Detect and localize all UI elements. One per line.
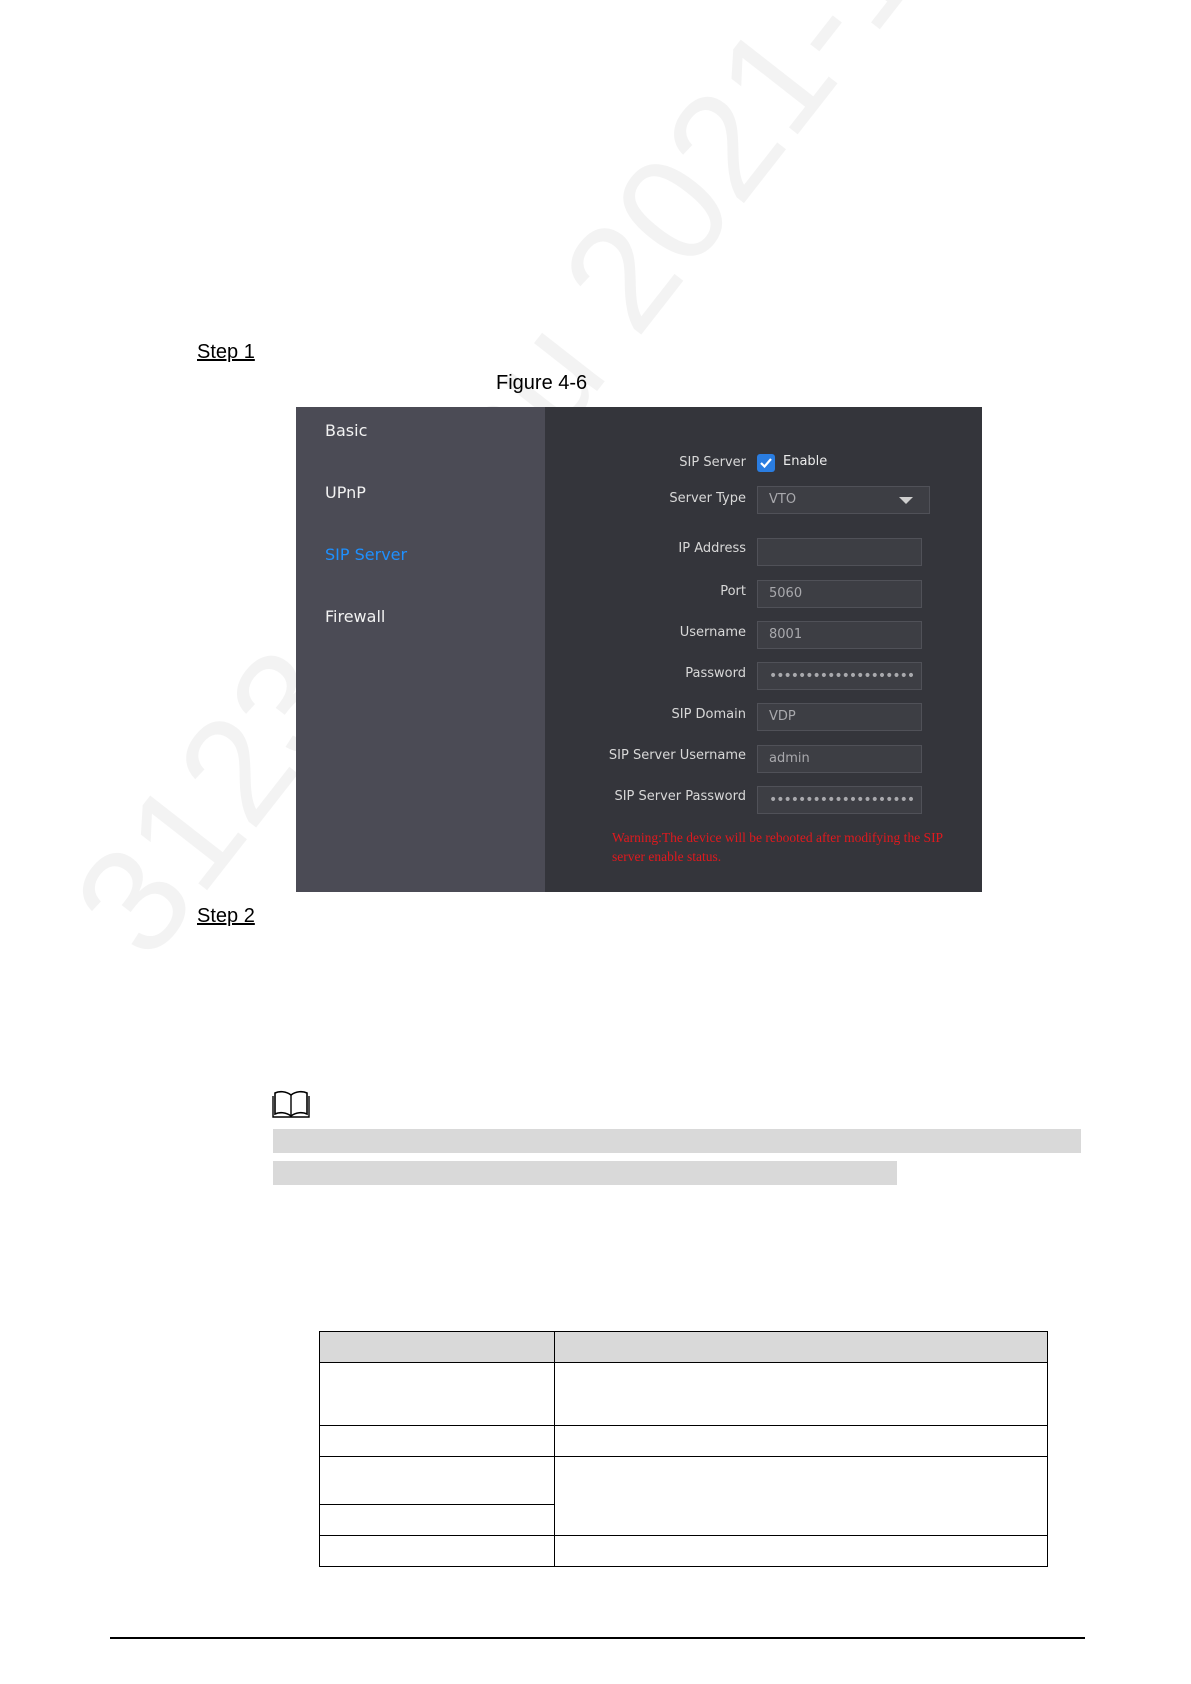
note-text-line [273,1129,1081,1153]
sip-server-username-label: SIP Server Username [608,748,746,763]
chevron-down-icon [899,497,913,504]
checkmark-icon [759,456,773,470]
settings-sidebar [296,407,545,892]
step-1-label: Step 1 [197,341,255,363]
sidebar-item-basic[interactable]: Basic [325,421,368,440]
sip-server-password-input[interactable]: •••••••••••••••••••• [757,786,922,814]
table-cell [320,1536,555,1567]
table-cell [320,1426,555,1457]
server-type-select[interactable] [757,486,930,514]
sip-server-password-label: SIP Server Password [614,789,746,804]
parameter-table [319,1331,1048,1567]
sip-server-screenshot [296,407,982,892]
table-cell [320,1505,555,1536]
ip-address-label: IP Address [678,541,746,556]
step-2-label: Step 2 [197,905,255,927]
sip-domain-input[interactable]: VDP [757,703,922,731]
table-row [320,1457,1048,1505]
enable-label: Enable [783,454,828,469]
table-cell [555,1363,1048,1426]
username-label: Username [679,625,746,640]
note-text-line [273,1161,897,1185]
port-label: Port [720,584,746,599]
table-row [320,1426,1048,1457]
sip-server-enable-checkbox[interactable] [757,454,775,472]
footer-rule [110,1637,1085,1639]
sip-server-username-input[interactable]: admin [757,745,922,773]
sidebar-item-firewall[interactable]: Firewall [325,607,386,626]
figure-caption: Figure 4-6 [496,372,588,394]
server-type-label: Server Type [669,491,746,506]
port-input[interactable]: 5060 [757,580,922,608]
table-header-cell [555,1332,1048,1363]
table-header-cell [320,1332,555,1363]
sip-domain-label: SIP Domain [671,707,746,722]
table-cell [320,1457,555,1505]
server-type-value: VTO [769,492,797,507]
password-label: Password [685,666,746,681]
sidebar-item-upnp[interactable]: UPnP [325,483,366,502]
sip-server-label: SIP Server [679,455,746,470]
table-header-row [320,1332,1048,1363]
ip-address-input[interactable] [757,538,922,566]
table-row [320,1363,1048,1426]
table-row [320,1536,1048,1567]
sidebar-item-sip-server[interactable]: SIP Server [325,545,408,564]
reboot-warning: Warning:The device will be rebooted after modifying the SIP server enable status. [612,830,943,864]
book-icon [272,1090,310,1118]
password-input[interactable]: •••••••••••••••••••• [757,662,922,690]
username-input[interactable]: 8001 [757,621,922,649]
table-cell [555,1536,1048,1567]
table-cell [320,1363,555,1426]
table-cell [555,1457,1048,1536]
table-cell [555,1426,1048,1457]
